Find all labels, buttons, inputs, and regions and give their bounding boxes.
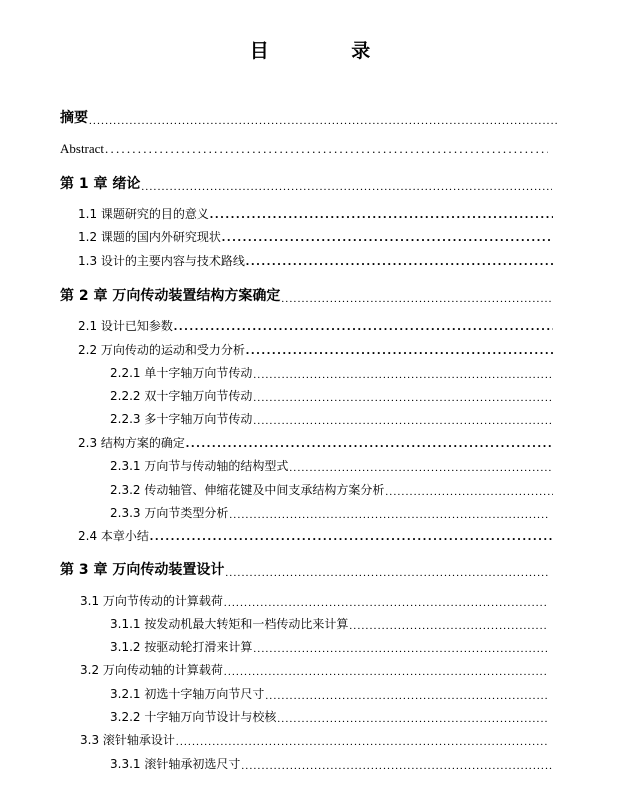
dot-leader: [253, 369, 553, 381]
toc-title: 目 录: [249, 40, 409, 62]
toc-entry[interactable]: [110, 481, 553, 498]
toc-entry-label: 2.2.3 多十字轴万向节传动: [110, 412, 253, 426]
toc-entry[interactable]: [110, 638, 548, 655]
toc-entry[interactable]: [80, 731, 548, 748]
toc-entry-label: 1.1 课题研究的目的意义: [78, 207, 209, 221]
toc-entry[interactable]: [78, 228, 553, 245]
dot-leader: [210, 206, 553, 222]
dot-leader: [253, 415, 553, 427]
toc-entry[interactable]: [78, 252, 553, 269]
toc-entry-label: 2.4 本章小结: [78, 529, 149, 543]
toc-entry-label: 2.3.2 传动轴管、伸缩花键及中间支承结构方案分析: [110, 483, 385, 497]
dot-leader: [150, 528, 553, 544]
toc-entry-label: 3.2.2 十字轴万向节设计与校核: [110, 710, 277, 724]
toc-entry[interactable]: [80, 661, 548, 678]
dot-leader: [229, 509, 548, 521]
toc-entry[interactable]: [110, 457, 553, 474]
dot-leader: [289, 462, 553, 474]
dot-leader: [224, 666, 548, 678]
toc-entry-label: Abstract: [60, 141, 105, 156]
toc-entry[interactable]: [110, 708, 548, 725]
dot-leader: [224, 597, 548, 609]
toc-entry-label: 2.3.1 万向节与传动轴的结构型式: [110, 459, 289, 473]
toc-entry-label: 第 2 章 万向传动装置结构方案确定: [60, 288, 281, 304]
toc-entry[interactable]: [60, 107, 558, 127]
toc-entry[interactable]: [78, 341, 553, 358]
toc-entry[interactable]: [110, 364, 553, 381]
toc-entry[interactable]: [110, 615, 548, 632]
toc-entry[interactable]: [60, 141, 548, 157]
toc-entry[interactable]: [80, 592, 548, 609]
dot-leader: [385, 486, 553, 498]
toc-entry-label: 3.3 滚针轴承设计: [80, 733, 175, 747]
toc-entry-label: 2.2.1 单十字轴万向节传动: [110, 366, 253, 380]
toc-entry-label: 第 3 章 万向传动装置设计: [60, 562, 225, 578]
toc-entry-label: 1.2 课题的国内外研究现状: [78, 230, 221, 244]
toc-entry[interactable]: [78, 527, 553, 544]
toc-entry-label: 2.3.3 万向节类型分析: [110, 506, 229, 520]
toc-entry[interactable]: [110, 387, 553, 404]
dot-leader: [265, 690, 548, 702]
dot-leader: [246, 342, 553, 358]
toc-entry-label: 3.2 万向传动轴的计算载荷: [80, 663, 223, 677]
toc-entry-label: 3.1.1 按发动机最大转矩和一档传动比来计算: [110, 617, 349, 631]
dot-leader: [281, 293, 552, 305]
toc-entry-label: 2.2.2 双十字轴万向节传动: [110, 389, 253, 403]
toc-entry[interactable]: [78, 205, 553, 222]
toc-entry[interactable]: [110, 504, 548, 521]
dot-leader: [253, 643, 548, 655]
toc-entry-label: 1.3 设计的主要内容与技术路线: [78, 254, 245, 268]
dot-leader: [349, 620, 548, 632]
toc-entry-label: 3.1 万向节传动的计算载荷: [80, 594, 223, 608]
toc-entry-label: 3.3.1 滚针轴承初选尺寸: [110, 757, 241, 771]
toc-entry-label: 2.2 万向传动的运动和受力分析: [78, 343, 245, 357]
toc-entry[interactable]: [110, 410, 553, 427]
toc-entry[interactable]: [78, 317, 553, 334]
toc-entry-label: 第 1 章 绪论: [60, 176, 141, 192]
dot-leader: [176, 736, 548, 748]
toc-entry-label: 3.1.2 按驱动轮打滑来计算: [110, 640, 253, 654]
toc-entry[interactable]: [60, 173, 552, 193]
dot-leader: [241, 760, 552, 772]
dot-leader: [277, 713, 548, 725]
toc-entry[interactable]: [78, 434, 553, 451]
dot-leader: [222, 229, 553, 245]
dot-leader: [141, 181, 552, 193]
dot-leader: [89, 115, 558, 127]
dot-leader: [253, 392, 553, 404]
dot-leader: [174, 318, 553, 334]
toc-entry[interactable]: [110, 755, 552, 772]
toc-entry-label: 摘要: [60, 110, 88, 126]
toc-entry-label: 2.1 设计已知参数: [78, 319, 173, 333]
toc-entry-label: 3.2.1 初选十字轴万向节尺寸: [110, 687, 265, 701]
dot-leader: [186, 435, 553, 451]
toc-entry[interactable]: [110, 685, 548, 702]
toc-entry-label: 2.3 结构方案的确定: [78, 436, 185, 450]
toc-entry[interactable]: [60, 559, 548, 579]
dot-leader: [246, 253, 553, 269]
toc-entry[interactable]: [60, 285, 552, 305]
dot-leader: [105, 141, 548, 157]
dot-leader: [225, 567, 548, 579]
